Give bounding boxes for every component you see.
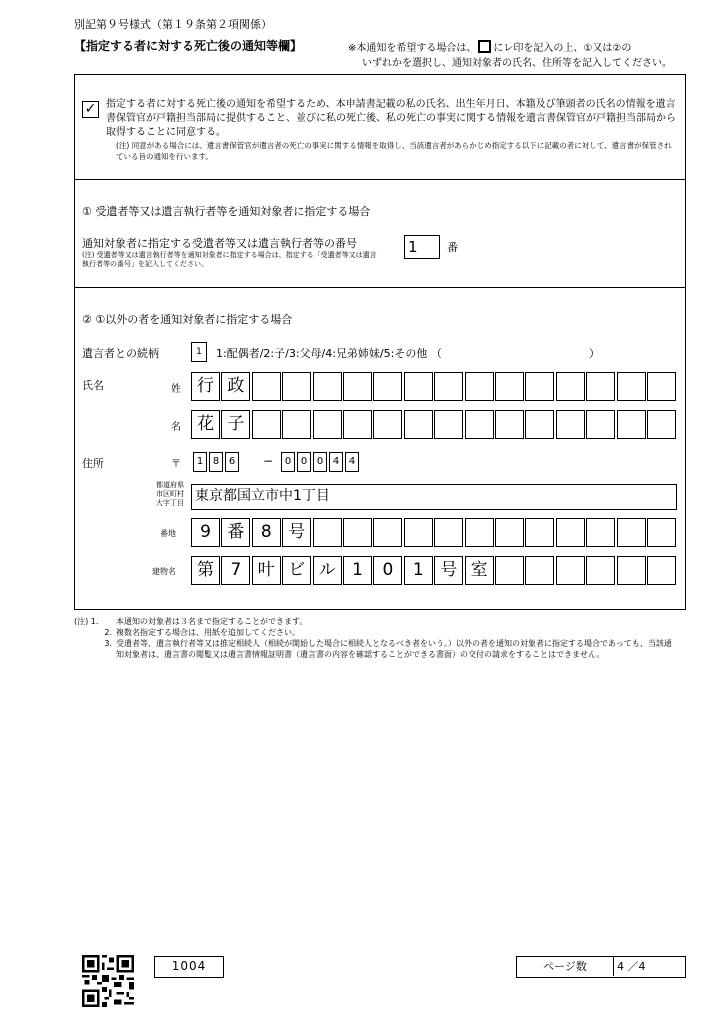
- building-char-cell[interactable]: ビ: [282, 556, 311, 585]
- given-name-char-cell[interactable]: [373, 410, 402, 439]
- given-name-char-cell[interactable]: [586, 410, 615, 439]
- building-char-cell[interactable]: [617, 556, 646, 585]
- banchi-label: 番地: [160, 529, 176, 538]
- building-char-cell[interactable]: [586, 556, 615, 585]
- surname-char-cell[interactable]: [586, 372, 615, 401]
- banchi-char-cell[interactable]: 番: [221, 518, 250, 547]
- given-name-char-cell[interactable]: 子: [221, 410, 250, 439]
- surname-char-cell[interactable]: 政: [221, 372, 250, 401]
- postal-digit-cell[interactable]: 0: [313, 452, 327, 472]
- given-name-char-cell[interactable]: [556, 410, 585, 439]
- given-name-char-cell[interactable]: [525, 410, 554, 439]
- banchi-char-cell[interactable]: 8: [252, 518, 281, 547]
- given-name-char-cell[interactable]: [465, 410, 494, 439]
- surname-char-cell[interactable]: [617, 372, 646, 401]
- postal-dash: −: [263, 454, 274, 468]
- building-char-cell[interactable]: [495, 556, 524, 585]
- postal-mark: 〒: [171, 459, 181, 470]
- surname-char-cell[interactable]: [313, 372, 342, 401]
- given-name-char-cell[interactable]: [282, 410, 311, 439]
- surname-char-cell[interactable]: [373, 372, 402, 401]
- given-name-char-cell[interactable]: [252, 410, 281, 439]
- surname-char-cell[interactable]: [465, 372, 494, 401]
- banchi-char-cell[interactable]: [313, 518, 342, 547]
- surname-label: 姓: [171, 384, 181, 395]
- banchi-char-cell[interactable]: 9: [191, 518, 220, 547]
- page-count-box: [516, 956, 686, 978]
- surname-char-cell[interactable]: [647, 372, 676, 401]
- name-label: 氏名: [82, 379, 104, 392]
- building-char-cell[interactable]: 0: [373, 556, 402, 585]
- prefecture-label: 都道府県 市区町村 大字丁目: [156, 481, 184, 507]
- given-name-char-cell[interactable]: [404, 410, 433, 439]
- footnote-item: [74, 616, 694, 627]
- building-char-cell[interactable]: [556, 556, 585, 585]
- footnote-number: (注) 1.: [74, 617, 99, 626]
- given-name-char-cell[interactable]: [434, 410, 463, 439]
- given-name-char-cell[interactable]: [343, 410, 372, 439]
- relationship-close-paren: ）: [589, 347, 600, 360]
- footnotes: [74, 616, 694, 660]
- footnote-text: 本通知の対象者は３名まで指定することができます。: [116, 617, 308, 626]
- qr-code-icon: [82, 955, 134, 1007]
- header-note-prefix: ※本通知を希望する場合は、: [348, 43, 477, 54]
- relationship-label: 遺言者との続柄: [82, 347, 159, 360]
- surname-char-cell[interactable]: [343, 372, 372, 401]
- building-char-cell[interactable]: 7: [221, 556, 250, 585]
- header-note: [348, 39, 631, 54]
- banchi-char-cell[interactable]: [647, 518, 676, 547]
- consent-checkbox[interactable]: ✓: [82, 101, 99, 118]
- footnote-text: 受遺者等、遺言執行者等又は推定相続人（相続が開始した場合に相続人となるべき者をいう。）以外の者を通知の対象者に指定する場合であっても、当該通知対象者は、遺言書の閲覧又は遺言書情報証明書（遺言書の内容を確認することができる書面）の交付の請求をすることはできません。: [116, 639, 672, 659]
- checkbox-sample-icon: [478, 40, 491, 53]
- form-number: 別記第９号様式（第１９条第２項関係）: [74, 18, 272, 31]
- given-name-char-cell[interactable]: [313, 410, 342, 439]
- postal-digit-cell[interactable]: 1: [193, 452, 207, 472]
- postal-digit-cell[interactable]: 4: [345, 452, 359, 472]
- section1-note: (注) 受遺者等又は遺言執行者等を通知対象者に指定する場合は、指定する「受遺者等又は遺言執行者等の番号」を記入してください。: [82, 251, 377, 268]
- postal-digit-cell[interactable]: 6: [225, 452, 239, 472]
- surname-char-cell[interactable]: [282, 372, 311, 401]
- given-name-char-cell[interactable]: [617, 410, 646, 439]
- postal-digit-cell[interactable]: 0: [281, 452, 295, 472]
- section1-heading: ① 受遺者等又は遺言執行者等を通知対象者に指定する場合: [82, 205, 371, 218]
- given-name-char-cell[interactable]: [647, 410, 676, 439]
- banchi-char-cell[interactable]: [556, 518, 585, 547]
- page-count-value: 4 ／4: [617, 960, 646, 973]
- building-char-cell[interactable]: [647, 556, 676, 585]
- building-char-cell[interactable]: 室: [465, 556, 494, 585]
- section-divider: [74, 179, 686, 180]
- building-char-cell[interactable]: 号: [434, 556, 463, 585]
- banchi-char-cell[interactable]: [434, 518, 463, 547]
- building-label: 建物名: [152, 567, 176, 576]
- consent-text: 指定する者に対する死亡後の通知を希望するため、本申請書記載の私の氏名、出生年月日、本籍及び筆頭者の氏名の情報を遺言書保管官が戸籍担当部局に提供すること、並びに私の死亡後、私の死亡の事実に関する情報を遺言書保管官が戸籍担当部局から取得することに同意する。: [106, 99, 676, 138]
- beneficiary-number-field[interactable]: 1: [404, 235, 440, 259]
- banchi-char-cell[interactable]: [586, 518, 615, 547]
- footnote-item: [74, 627, 694, 638]
- building-char-cell[interactable]: 1: [343, 556, 372, 585]
- footnote-text: 複数名指定する場合は、用紙を追加してください。: [116, 628, 300, 637]
- surname-char-cell[interactable]: [434, 372, 463, 401]
- address-label: 住所: [82, 457, 104, 470]
- page-id: 1004: [154, 956, 224, 978]
- banchi-char-cell[interactable]: [404, 518, 433, 547]
- surname-char-cell[interactable]: [495, 372, 524, 401]
- surname-char-cell[interactable]: [525, 372, 554, 401]
- banchi-char-cell[interactable]: [343, 518, 372, 547]
- building-char-cell[interactable]: 1: [404, 556, 433, 585]
- relationship-options: 1:配偶者/2:子/3:父母/4:兄弟姉妹/5:その他 （: [216, 347, 442, 360]
- given-name-label: 名: [171, 422, 181, 433]
- banchi-char-cell[interactable]: [465, 518, 494, 547]
- header-note-suffix: にレ印を記入の上、①又は②の: [493, 43, 632, 54]
- surname-char-cell[interactable]: 行: [191, 372, 220, 401]
- building-char-cell[interactable]: 第: [191, 556, 220, 585]
- surname-char-cell[interactable]: [404, 372, 433, 401]
- given-name-char-cell[interactable]: [495, 410, 524, 439]
- consent-note: (注) 同意がある場合には、遺言書保管官が遺言者の死亡の事実に関する情報を取得し、当該遺言者があらかじめ指定する以下に記載の者に対して、遺言書が保管されている旨の通知を行います。: [116, 141, 672, 161]
- surname-char-cell[interactable]: [556, 372, 585, 401]
- postal-digit-cell[interactable]: 8: [209, 452, 223, 472]
- given-name-char-cell[interactable]: 花: [191, 410, 220, 439]
- building-char-cell[interactable]: 叶: [252, 556, 281, 585]
- banchi-char-cell[interactable]: [525, 518, 554, 547]
- footnote-number: 2.: [104, 628, 112, 637]
- header-note-line2: いずれかを選択し、通知対象者の氏名、住所等を記入してください。: [362, 58, 672, 69]
- postal-digit-cell[interactable]: 4: [329, 452, 343, 472]
- banchi-char-cell[interactable]: [373, 518, 402, 547]
- banchi-char-cell[interactable]: [617, 518, 646, 547]
- banchi-char-cell[interactable]: [495, 518, 524, 547]
- surname-char-cell[interactable]: [252, 372, 281, 401]
- building-char-cell[interactable]: [525, 556, 554, 585]
- relationship-field[interactable]: 1: [191, 342, 207, 362]
- footnote-item: [74, 638, 694, 660]
- prefecture-city-field[interactable]: 東京都国立市中1丁目: [191, 484, 677, 510]
- form-title: 【指定する者に対する死亡後の通知等欄】: [74, 39, 303, 53]
- footnote-number: 3.: [104, 639, 112, 648]
- building-char-cell[interactable]: ル: [313, 556, 342, 585]
- section2-heading: ② ①以外の者を通知対象者に指定する場合: [82, 313, 293, 326]
- postal-digit-cell[interactable]: 0: [297, 452, 311, 472]
- section1-label: 通知対象者に指定する受遺者等又は遺言執行者等の番号: [82, 237, 357, 250]
- page-count-label: ページ数: [517, 957, 614, 976]
- banchi-char-cell[interactable]: 号: [282, 518, 311, 547]
- section-divider: [74, 287, 686, 288]
- beneficiary-number-suffix: 番: [447, 241, 458, 254]
